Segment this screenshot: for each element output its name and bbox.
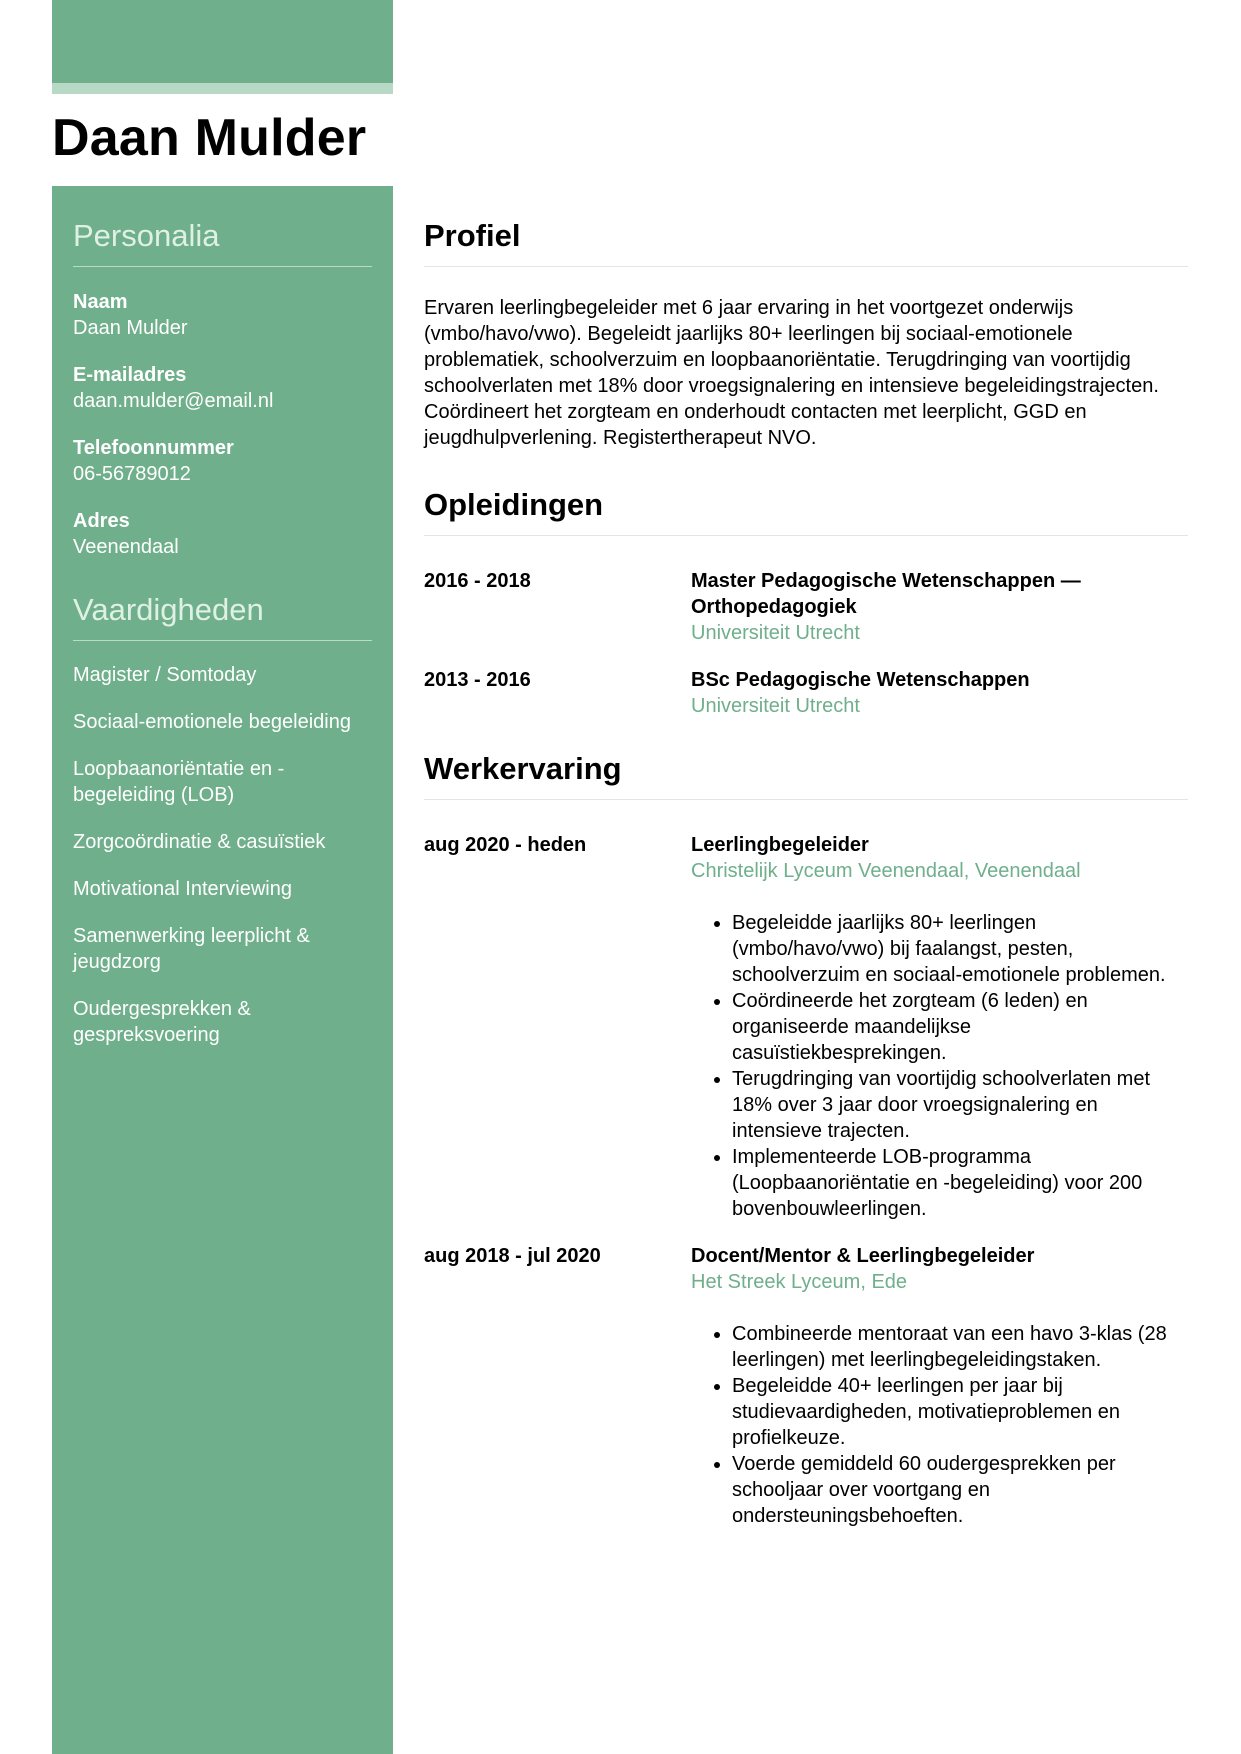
experience-entry xyxy=(424,832,1188,1222)
personalia-item-address xyxy=(73,508,372,560)
bullet-item: • Begeleidde 40+ leerlingen per jaar bij studievaardigheden, motivatieproblemen en profielkeuze. xyxy=(732,1373,1188,1451)
personalia-section xyxy=(73,218,372,581)
sidebar xyxy=(52,186,393,1754)
entry-employer: Christelijk Lyceum Veenendaal, Veenendaal xyxy=(691,860,1081,882)
experience-heading: Werkervaring xyxy=(424,751,1188,800)
sidebar-header-stripe xyxy=(52,83,393,94)
sidebar-header-block xyxy=(52,0,393,83)
skill-item: Oudergesprekken & gespreksvoering xyxy=(73,998,251,1046)
profile-heading: Profiel xyxy=(424,218,1188,267)
experience-entry xyxy=(424,1243,1188,1529)
skill-item: Sociaal-emotionele begeleiding xyxy=(73,711,351,733)
bullet-item: • Implementeerde LOB-programma (Loopbaanoriëntatie en -begeleiding) voor 200 bovenbouwleerlingen. xyxy=(732,1144,1188,1222)
skill-item: Samenwerking leerplicht & jeugdzorg xyxy=(73,925,310,973)
bullet-item: • Terugdringing van voortijdig schoolverlaten met 18% over 3 jaar door vroegsignalering en intensieve trajecten. xyxy=(732,1066,1188,1144)
entry-title: Master Pedagogische Wetenschappen — Orthopedagogiek xyxy=(691,570,1081,618)
profile-text: Ervaren leerlingbegeleider met 6 jaar ervaring in het voortgezet onderwijs (vmbo/havo/vwo). Begeleidt jaarlijks 80+ leerlingen bij sociaal-emotionele problematiek, schoolverzuim en loopbaanoriëntatie. Terugdringing van voortijdig schoolverlaten met 18% door vroegsignalering en intensieve begeleidingstrajecten. Coördineert het zorgteam en onderhoudt contacten met leerplicht, GGD en jeugdhulpverlening. Registertherapeut NVO. xyxy=(424,297,1159,449)
education-heading: Opleidingen xyxy=(424,487,1188,536)
entry-dates: aug 2018 - jul 2020 xyxy=(424,1245,601,1267)
personalia-label: Adres xyxy=(73,510,130,532)
entry-dates: 2013 - 2016 xyxy=(424,669,531,691)
skills-section xyxy=(73,592,372,1069)
candidate-name: Daan Mulder xyxy=(52,109,367,167)
skill-item: Magister / Somtoday xyxy=(73,664,257,686)
personalia-item-name xyxy=(73,289,372,341)
personalia-value: Daan Mulder xyxy=(73,317,188,339)
entry-body xyxy=(691,568,1188,646)
entry-body xyxy=(691,667,1188,719)
skill-item: Loopbaanoriëntatie en -begeleiding (LOB) xyxy=(73,758,285,806)
profile-section xyxy=(424,218,1188,451)
entry-bullets xyxy=(691,910,1188,1222)
personalia-value: 06-56789012 xyxy=(73,463,191,485)
bullet-item: • Begeleidde jaarlijks 80+ leerlingen (vmbo/havo/vwo) bij faalangst, pesten, schoolverzuim en sociaal-emotionele problemen. xyxy=(732,910,1188,988)
bullet-item: • Voerde gemiddeld 60 oudergesprekken per schooljaar over voortgang en ondersteuningsbehoeften. xyxy=(732,1451,1188,1529)
entry-body xyxy=(691,832,1188,1222)
education-entry xyxy=(424,667,1188,719)
skill-item: Zorgcoördinatie & casuïstiek xyxy=(73,831,326,853)
entry-title: Leerlingbegeleider xyxy=(691,834,869,856)
entry-title: BSc Pedagogische Wetenschappen xyxy=(691,669,1030,691)
entry-institution: Universiteit Utrecht xyxy=(691,695,860,717)
experience-section xyxy=(424,751,1188,1529)
entry-dates: aug 2020 - heden xyxy=(424,834,587,856)
education-entry xyxy=(424,568,1188,646)
personalia-value: daan.mulder@email.nl xyxy=(73,390,274,412)
bullet-item: • Coördineerde het zorgteam (6 leden) en organiseerde maandelijkse casuïstiekbesprekingen. xyxy=(732,988,1188,1066)
entry-bullets xyxy=(691,1321,1188,1529)
personalia-value: Veenendaal xyxy=(73,536,179,558)
personalia-label: Naam xyxy=(73,291,128,313)
skills-heading: Vaardigheden xyxy=(73,592,372,641)
personalia-heading: Personalia xyxy=(73,218,372,267)
entry-employer: Het Streek Lyceum, Ede xyxy=(691,1271,908,1293)
education-section xyxy=(424,487,1188,719)
entry-dates: 2016 - 2018 xyxy=(424,570,531,592)
personalia-label: E-mailadres xyxy=(73,364,187,386)
personalia-item-phone xyxy=(73,435,372,487)
personalia-label: Telefoonnummer xyxy=(73,437,234,459)
bullet-item: • Combineerde mentoraat van een havo 3-klas (28 leerlingen) met leerlingbegeleidingstaken. xyxy=(732,1321,1188,1373)
entry-title: Docent/Mentor & Leerlingbegeleider xyxy=(691,1245,1035,1267)
personalia-item-email xyxy=(73,362,372,414)
skill-item: Motivational Interviewing xyxy=(73,878,292,900)
entry-body xyxy=(691,1243,1188,1529)
entry-institution: Universiteit Utrecht xyxy=(691,622,860,644)
